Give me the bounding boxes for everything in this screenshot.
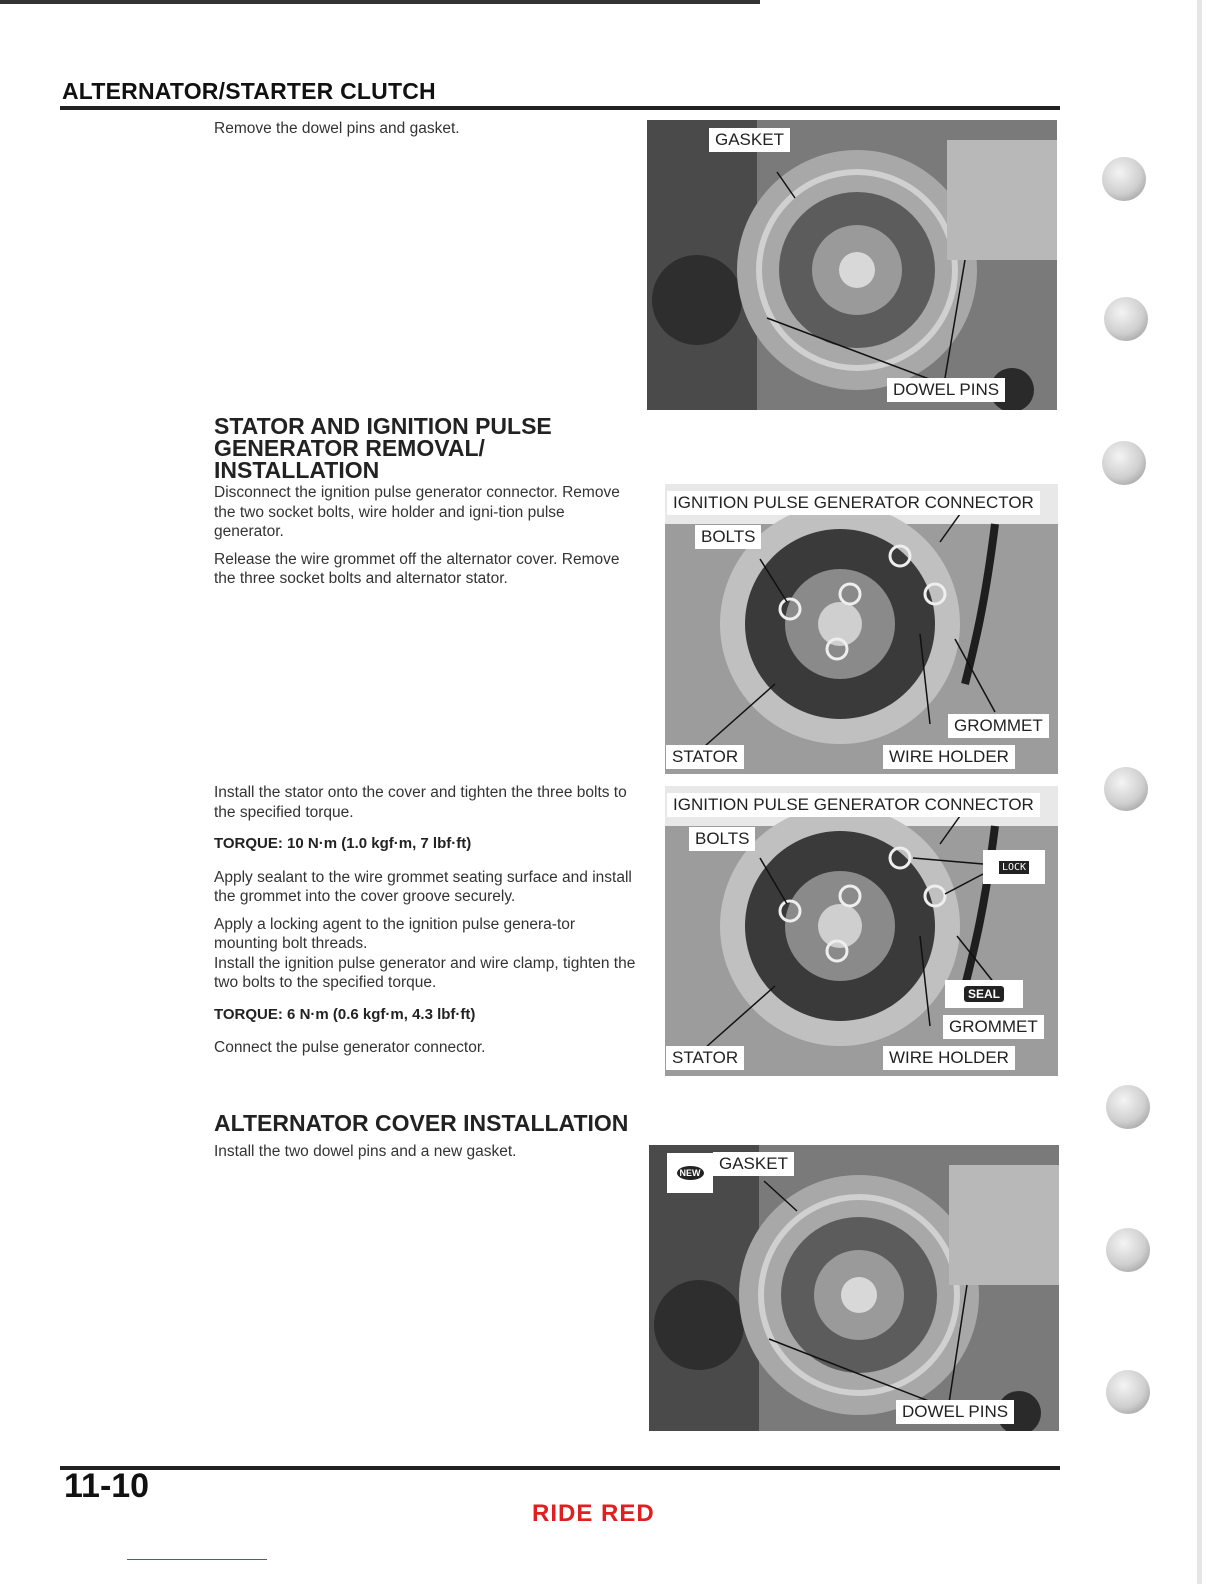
label-wire-holder: WIRE HOLDER [883, 1046, 1015, 1070]
install-paragraph-2: Apply sealant to the wire grommet seating surface and install the grommet into the cover groove securely. [214, 868, 632, 905]
label-connector: IGNITION PULSE GENERATOR CONNECTOR [667, 491, 1040, 515]
label-dowel-pins: DOWEL PINS [896, 1400, 1014, 1424]
figure-install-dowel-gasket [649, 1145, 1059, 1431]
install-paragraph-1: Install the stator onto the cover and tighten the three bolts to the specified torque. [214, 784, 627, 821]
seal-tag: SEAL [964, 986, 1004, 1002]
section-cover-install-body [214, 1142, 638, 1170]
install-paragraph-5: Connect the pulse generator connector. [214, 1039, 486, 1056]
cover-install-paragraph: Install the two dowel pins and a new gasket. [214, 1143, 517, 1160]
lock-tag: LOCK [999, 861, 1029, 874]
new-tag: NEW [677, 1166, 704, 1180]
label-wire-holder: WIRE HOLDER [883, 745, 1015, 769]
header-rule [60, 106, 1060, 110]
new-part-icon [667, 1153, 713, 1193]
top-rule [0, 0, 760, 4]
section-stator-heading [214, 415, 634, 481]
brand-logo: RIDE RED [532, 1500, 655, 1527]
page-header-title: ALTERNATOR/STARTER CLUTCH [62, 78, 436, 104]
section-tab-icon [1102, 157, 1146, 201]
section-tab-icon [1104, 297, 1148, 341]
install-paragraph-3: Apply a locking agent to the ignition pulse genera-tor mounting bolt threads. [214, 915, 576, 952]
page-number: 11-10 [64, 1467, 150, 1505]
install-paragraph-4: Install the ignition pulse generator and wire clamp, tighten the two bolts to the specified torque. [214, 954, 636, 991]
label-gasket: GASKET [713, 1152, 794, 1176]
stator-paragraph-1: Disconnect the ignition pulse generator connector. Remove the two socket bolts, wire holder and igni-tion pulse generator. [214, 484, 620, 540]
label-bolts: BOLTS [695, 525, 761, 549]
lock-icon [983, 850, 1045, 884]
section-tab-icon [1106, 1085, 1150, 1129]
torque-spec-2: TORQUE: 6 N·m (0.6 kgf·m, 4.3 lbf·ft) [214, 1005, 476, 1023]
heading-line-2: GENERATOR REMOVAL/ [214, 435, 485, 461]
engine-cover-photo [647, 120, 1057, 410]
footer-rule [60, 1466, 1060, 1470]
footer-link-underline [127, 1559, 267, 1560]
section-tab-icon [1104, 767, 1148, 811]
step-remove-dowel-text [214, 119, 634, 147]
heading-line-1: STATOR AND IGNITION PULSE [214, 413, 552, 439]
section-tab-icon [1102, 441, 1146, 485]
label-stator: STATOR [666, 1046, 744, 1070]
figure-stator-installation [665, 786, 1058, 1076]
section-tab-icon [1106, 1228, 1150, 1272]
section-tab-icon [1106, 1370, 1150, 1414]
section-cover-install-heading: ALTERNATOR COVER INSTALLATION [214, 1110, 629, 1136]
label-grommet: GROMMET [943, 1015, 1044, 1039]
stator-paragraph-2: Release the wire grommet off the alternator cover. Remove the three socket bolts and alternator stator. [214, 550, 620, 587]
label-bolts: BOLTS [689, 827, 755, 851]
label-stator: STATOR [666, 745, 744, 769]
page-edge [1197, 0, 1202, 1584]
label-grommet: GROMMET [948, 714, 1049, 738]
heading-line-3: INSTALLATION [214, 457, 380, 483]
install-stator-body [214, 783, 638, 1066]
label-gasket: GASKET [709, 128, 790, 152]
figure-stator-removal [665, 484, 1058, 774]
torque-spec-1: TORQUE: 10 N·m (1.0 kgf·m, 7 lbf·ft) [214, 835, 472, 852]
sealant-icon [945, 980, 1023, 1008]
step1-paragraph: Remove the dowel pins and gasket. [214, 120, 460, 137]
section-stator-body [214, 483, 638, 597]
figure-remove-dowel-gasket [647, 120, 1057, 410]
label-dowel-pins: DOWEL PINS [887, 378, 1005, 402]
label-connector: IGNITION PULSE GENERATOR CONNECTOR [667, 793, 1040, 817]
